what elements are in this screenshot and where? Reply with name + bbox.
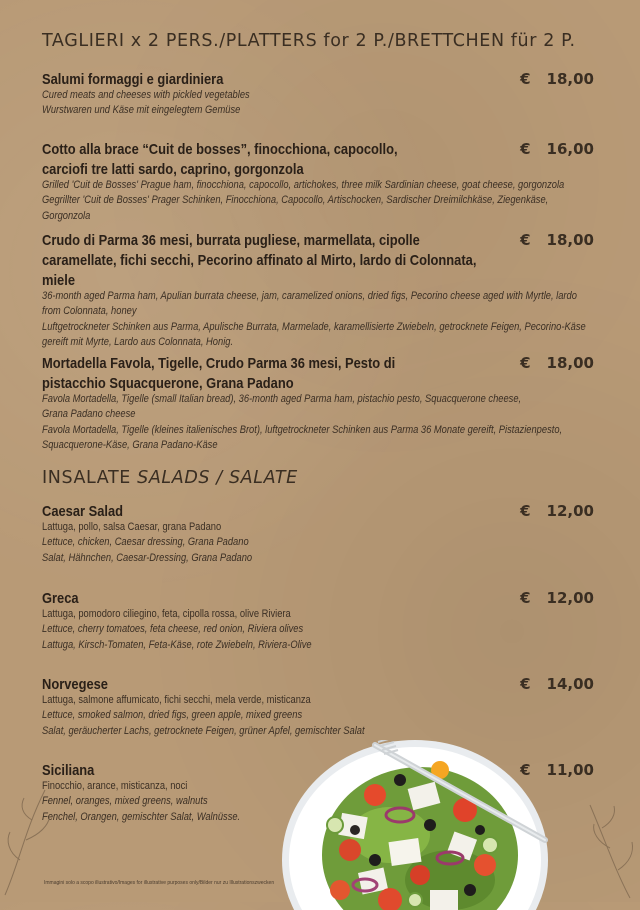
price-value: 12,00	[546, 589, 594, 607]
currency-symbol: €	[520, 502, 531, 520]
currency-symbol: €	[520, 231, 531, 249]
item-desc-de: Lattuga, Kirsch-Tomaten, Feta-Käse, rote Zwiebeln, Riviera-Olive	[42, 638, 312, 651]
item-desc-de: Favola Mortadella, Tigelle (kleines italienisches Brot), luftgetrockneter Schinken aus Parma 36 Monate gereift, Pistazienpesto, Squacquerone-Käse, Grana Padano-Käse	[42, 423, 563, 452]
item-desc-en: Lettuce, cherry tomatoes, feta cheese, red onion, Riviera olives	[42, 623, 304, 636]
price-value: 18,00	[546, 231, 594, 249]
item-desc-en: Lettuce, chicken, Caesar dressing, Grana Padano	[42, 536, 249, 549]
currency-symbol: €	[520, 140, 531, 158]
item-desc-it: Lattuga, salmone affumicato, fichi secchi, mela verde, misticanza	[42, 694, 311, 706]
price-value: 18,00	[546, 70, 594, 88]
price-value: 16,00	[546, 140, 594, 158]
item-desc-en: Fennel, oranges, mixed greens, walnuts	[42, 795, 208, 808]
item-desc-de: Wurstwaren und Käse mit eingelegtem Gemüse	[42, 104, 241, 117]
item-price	[520, 231, 594, 249]
item-name: Greca	[42, 590, 79, 607]
item-name: Mortadella Favola, Tigelle, Crudo Parma 36 mesi, Pesto di pistacchio Squacquerone, Grana Padano	[42, 355, 396, 392]
menu-item	[42, 140, 594, 224]
section-title-main: INSALATE	[42, 468, 131, 488]
item-desc-de: Gegrillter 'Cuit de Bosses' Prager Schinken, Finocchiona, Capocollo, Artischocken, Sardischer Dreimilchkäse, Ziegenkäse, Gorgonzola	[42, 194, 549, 222]
item-desc-it: Finocchio, arance, misticanza, noci	[42, 780, 188, 792]
item-desc-en: 36-month aged Parma ham, Apulian burrata cheese, jam, caramelized onions, dried figs, Pecorino cheese aged with Myrtle, lardo from Colonnata, honey	[42, 290, 577, 318]
item-name: Crudo di Parma 36 mesi, burrata pugliese, marmellata, cipolle caramellate, fichi secchi, Pecorino affinato al Mirto, lardo di Colonnata, miele	[42, 232, 477, 289]
item-name: Salumi formaggi e giardiniera	[42, 71, 224, 88]
menu-item	[42, 589, 594, 653]
herb-sketch-icon	[560, 780, 640, 900]
item-price	[520, 140, 594, 158]
price-value: 12,00	[546, 502, 594, 520]
menu-item	[42, 354, 594, 454]
item-price	[520, 589, 594, 607]
item-desc-de: Luftgetrockneter Schinken aus Parma, Apulische Burrata, Marmelade, karamellisierte Zwiebeln, getrocknete Feigen, Pecorino-Käse gereift mit Myrte, Lardo aus Colonnata, Honig.	[42, 320, 586, 349]
item-price	[520, 761, 594, 779]
item-desc-de: Salat, geräucherter Lachs, getrocknete Feigen, grüner Apfel, gemischter Salat	[42, 724, 365, 737]
item-desc-en: Lettuce, smoked salmon, dried figs, green apple, mixed greens	[42, 709, 303, 722]
section-title-platters: TAGLIERI x 2 PERS./PLATTERS for 2 P./BRETTCHEN für 2 P.	[42, 31, 576, 51]
currency-symbol: €	[520, 354, 531, 372]
currency-symbol: €	[520, 70, 531, 88]
section-title-salads	[42, 468, 298, 488]
currency-symbol: €	[520, 675, 531, 693]
currency-symbol: €	[520, 761, 531, 779]
menu-item	[42, 70, 594, 119]
price-value: 11,00	[546, 761, 594, 779]
item-name: Caesar Salad	[42, 503, 124, 520]
item-price	[520, 354, 594, 372]
section-title-italic: SALADS / SALATE	[137, 468, 298, 488]
price-value: 14,00	[546, 675, 594, 693]
price-value: 18,00	[546, 354, 594, 372]
menu-item	[42, 675, 594, 739]
item-price	[520, 675, 594, 693]
footnote: Immagini solo a scopo illustrativo/Images for illustrative purposes only/Bilder nur zu Illustrationszwecken	[44, 880, 275, 886]
item-desc-de: Salat, Hähnchen, Caesar-Dressing, Grana Padano	[42, 551, 253, 564]
item-desc-en: Grilled 'Cuit de Bosses' Prague ham, finocchiona, capocollo, artichokes, three milk Sardinian cheese, goat cheese, gorgonzola	[42, 179, 565, 191]
item-desc-en: Favola Mortadella, Tigelle (small Italian bread), 36-month aged Parma ham, pistachio pesto, Squacquerone cheese, Grana Padano cheese	[42, 393, 522, 421]
item-desc-de: Fenchel, Orangen, gemischter Salat, Walnüsse.	[42, 810, 241, 823]
currency-symbol: €	[520, 589, 531, 607]
item-price	[520, 70, 594, 88]
item-price	[520, 502, 594, 520]
item-desc-en: Cured meats and cheeses with pickled vegetables	[42, 89, 250, 101]
item-name: Norvegese	[42, 676, 108, 693]
item-name: Cotto alla brace “Cuit de bosses”, finocchiona, capocollo, carciofi tre latti sardo, caprino, gorgonzola	[42, 141, 398, 178]
item-desc-it: Lattuga, pomodoro ciliegino, feta, cipolla rossa, olive Riviera	[42, 608, 291, 620]
menu-item	[42, 502, 594, 566]
menu-item	[42, 231, 594, 351]
item-name: Siciliana	[42, 762, 95, 779]
menu-item	[42, 761, 594, 825]
item-desc-it: Lattuga, pollo, salsa Caesar, grana Padano	[42, 521, 222, 533]
